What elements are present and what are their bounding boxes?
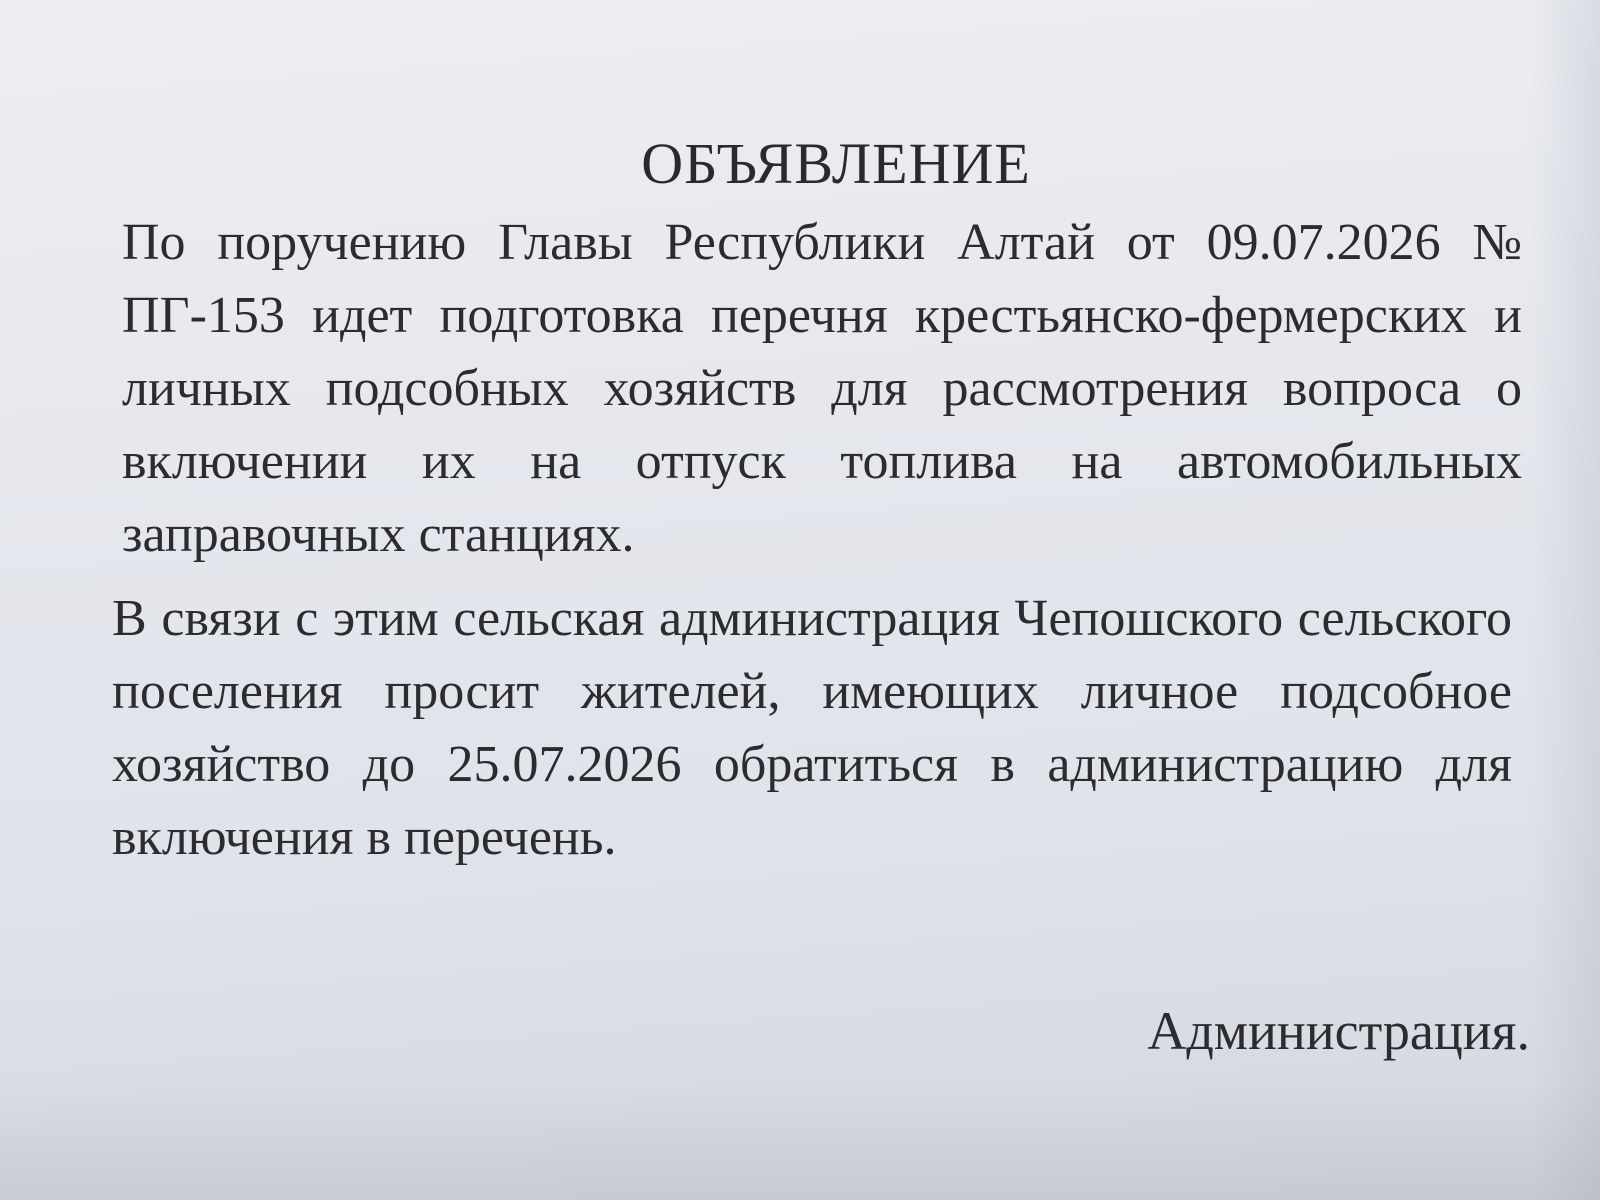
notice-title: ОБЪЯВЛЕНИЕ [641,131,1031,196]
signature: Администрация. [1147,1001,1530,1061]
paragraph-request: В связи с этим сельская администрация Чепошского сельского поселения просит жителей, имеющих личное подсобное хозяйство до 25.07.2026 обратиться в администрацию для включения в перечень. [112,590,1512,866]
paragraph-order: По поручению Главы Республики Алтай от 09.07.2026 № ПГ-153 идет подготовка перечня крестьянско-фермерских и личных подсобных хозяйств для рассмотрения вопроса о включении их на отпуск топлива на автомобильных заправочных станциях. [122,214,1522,563]
page-shadow-bottom [0,1080,1600,1200]
